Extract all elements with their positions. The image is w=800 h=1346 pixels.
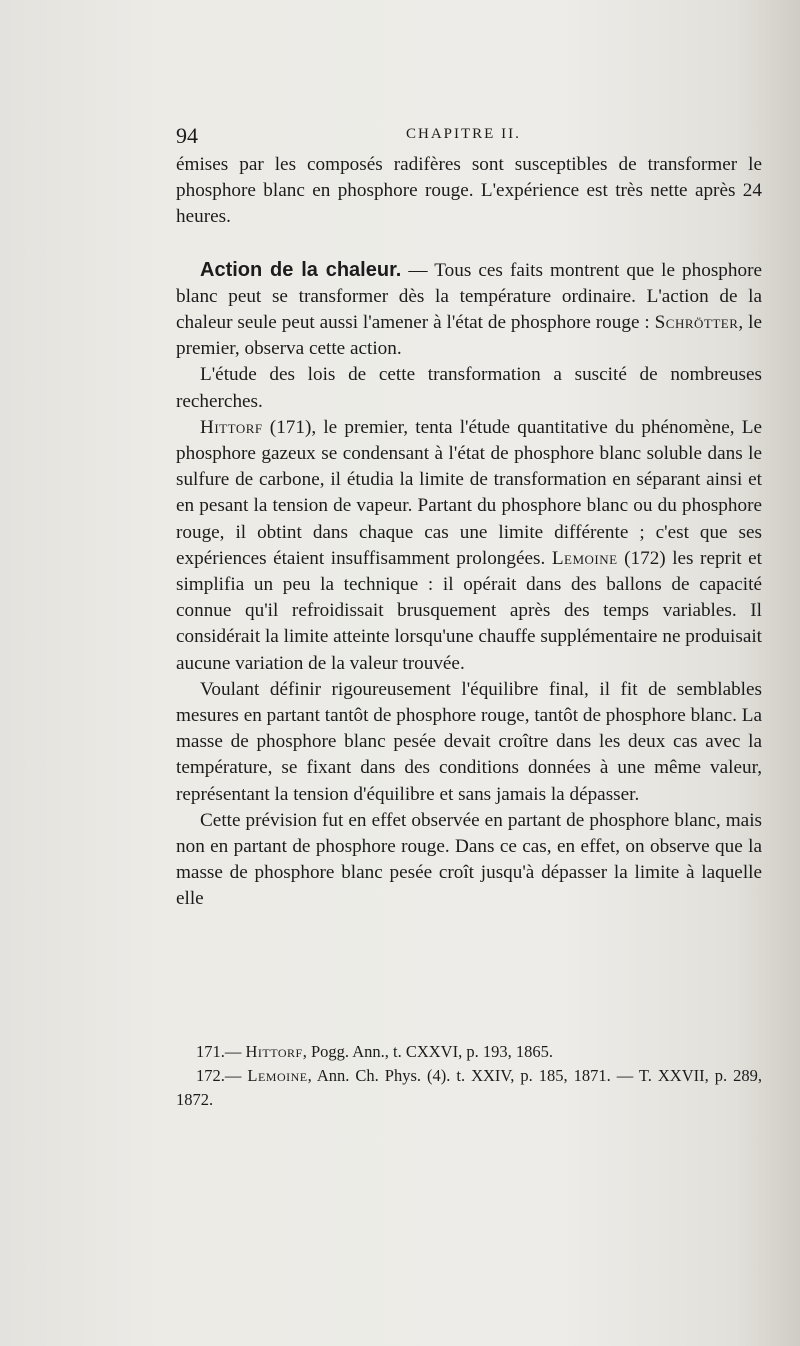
paragraph-continuation: émises par les composés radifères sont susceptibles de transformer le phosphore blanc en phosphore rouge. L'expérience est très nette après 24 heures. <box>176 154 762 228</box>
footnote-author: Hittorf <box>245 1042 303 1061</box>
footnote-171 <box>176 1040 762 1064</box>
footnote-172 <box>176 1064 762 1112</box>
footnote-number: 171.— <box>196 1042 242 1061</box>
paragraph-hittorf <box>176 415 762 677</box>
page-header <box>176 123 762 149</box>
footnote-author: Lemoine <box>247 1066 308 1085</box>
paragraph-lois: L'étude des lois de cette transformation a suscité de nombreuses recherches. <box>176 364 762 412</box>
paragraph-text: — Tous ces faits montrent que le phosphore blanc peut se transformer dès la température ordinaire. L'action de la chaleur seule peut aussi l'amener à l'état de phosphore rouge : <box>176 259 762 334</box>
footnote-text: , Pogg. Ann., t. CXXVI, p. 193, 1865. <box>302 1042 553 1061</box>
author-name: Hittorf <box>200 416 263 438</box>
author-name: Lemoine <box>551 547 618 569</box>
paragraph-text: (172) les reprit et simplifia un peu la technique : il opérait dans des ballons de capacité connue qu'il refroidissait brusquement après des temps variables. Il considérait la limite atteinte lorsqu'une chauffe supplémentaire ne produisait aucune variation de la valeur trouvée. <box>176 547 762 674</box>
footnotes <box>176 1040 762 1112</box>
paragraph-text: (171), le premier, tenta l'étude quantitative du phénomène, Le phosphore gazeux se condensant à l'état de phosphore blanc soluble dans le sulfure de carbone, il étudia la limite de transformation en séparant ainsi et en pesant la tension de vapeur. Partant du phosphore blanc ou du phosphore rouge, il obtint dans chaque cas une limite différente ; c'est que ses expériences étaient insuffisamment prolongées. <box>176 416 762 569</box>
footnote-text: , Ann. Ch. Phys. (4). t. XXIV, p. 185, 1871. — T. XXVII, p. 289, 1872. <box>176 1066 763 1109</box>
running-head: CHAPITRE II. <box>406 126 521 142</box>
paragraph-equilibre: Voulant définir rigoureusement l'équilibre final, il fit de semblables mesures en partant tantôt de phosphore rouge, tantôt de phosphore blanc. La masse de phosphore blanc pesée devait croître dans les deux cas avec la température, se fixant dans des conditions données à une même valeur, représentant la tension d'équilibre et sans jamais la dépasser. <box>176 678 762 805</box>
author-name: Schrötter <box>654 312 739 334</box>
footnote-number: 172.— <box>196 1066 242 1085</box>
paragraph-prevision: Cette prévision fut en effet observée en partant de phosphore blanc, mais non en partant de phosphore rouge. Dans ce cas, en effet, on observe que la masse de phosphore blanc pesée croît jusqu'à dépasser la limite à laquelle elle <box>176 809 762 910</box>
paragraph-action-chaleur <box>176 257 762 363</box>
section-heading: Action de la chaleur. <box>200 258 402 281</box>
body-text <box>176 152 762 913</box>
paragraph-text: , le premier, observa cette action. <box>176 312 762 360</box>
page-number: 94 <box>176 123 198 148</box>
